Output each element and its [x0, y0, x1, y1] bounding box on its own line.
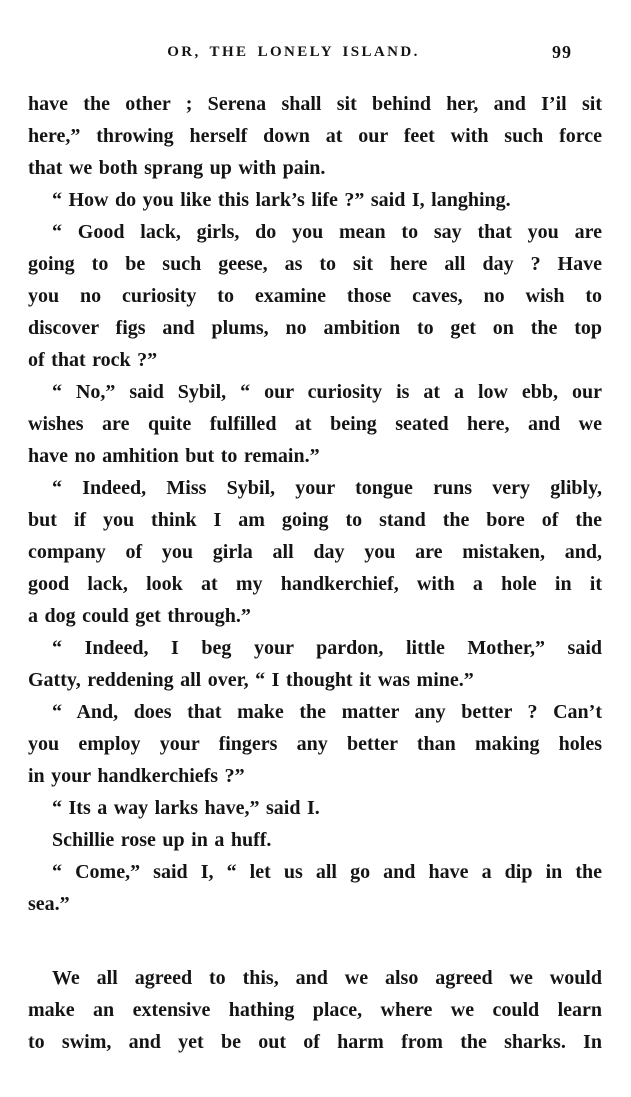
running-header [0, 44, 631, 66]
text-line: “ Good lack, girls, do you mean to say that you are [52, 221, 602, 243]
text-line: you no curiosity to examine those caves, no wish to [28, 285, 602, 307]
text-line: have no amhition but to remain.” [28, 445, 320, 467]
paragraph [28, 376, 602, 472]
paragraph [28, 216, 602, 376]
paragraph [28, 856, 602, 920]
paragraph [28, 792, 602, 824]
text-line: company of you girla all day you are mistaken, and, [28, 541, 602, 563]
text-line: in your handkerchiefs ?” [28, 765, 245, 787]
page-body [28, 88, 602, 1058]
text-line: that we both sprang up with pain. [28, 157, 326, 179]
text-line: “ Indeed, I beg your pardon, little Mother,” said [52, 637, 602, 659]
text-line: to swim, and yet be out of harm from the sharks. In [28, 1031, 602, 1053]
paragraph [28, 824, 602, 856]
text-line: “ Its a way larks have,” said I. [52, 797, 320, 819]
text-line: Schillie rose up in a huff. [52, 829, 272, 851]
text-line: “ Come,” said I, “ let us all go and have a dip in the [52, 861, 602, 883]
text-line: good lack, look at my handkerchief, with a hole in it [28, 573, 602, 595]
text-line: but if you think I am going to stand the bore of the [28, 509, 602, 531]
text-line: “ No,” said Sybil, “ our curiosity is at a low ebb, our [52, 381, 602, 403]
text-line: make an extensive hathing place, where we could learn [28, 999, 602, 1021]
text-line: of that rock ?” [28, 349, 158, 371]
paragraph [28, 632, 602, 696]
text-line: We all agreed to this, and we also agreed we would [52, 967, 602, 989]
page-number: 99 [552, 42, 572, 62]
text-line: wishes are quite fulfilled at being seated here, and we [28, 413, 602, 435]
text-line: discover figs and plums, no ambition to get on the top [28, 317, 602, 339]
text-line: a dog could get through.” [28, 605, 251, 627]
text-line: going to be such geese, as to sit here all day ? Have [28, 253, 602, 275]
text-line: sea.” [28, 893, 70, 915]
text-line: you employ your fingers any better than making holes [28, 733, 602, 755]
paragraph [28, 472, 602, 632]
text-line: “ Indeed, Miss Sybil, your tongue runs very glibly, [52, 477, 602, 499]
paragraph [28, 962, 602, 1058]
paragraph [28, 184, 602, 216]
text-line: Gatty, reddening all over, “ I thought it was mine.” [28, 669, 474, 691]
paragraph [28, 88, 602, 184]
running-title: OR, THE LONELY ISLAND. [167, 44, 420, 60]
text-line: “ And, does that make the matter any better ? Can’t [52, 701, 602, 723]
text-line: have the other ; Serena shall sit behind her, and I’il sit [28, 93, 602, 115]
text-line: “ How do you like this lark’s life ?” said I, langhing. [52, 189, 511, 211]
text-line: here,” throwing herself down at our feet with such force [28, 125, 602, 147]
paragraph [28, 696, 602, 792]
